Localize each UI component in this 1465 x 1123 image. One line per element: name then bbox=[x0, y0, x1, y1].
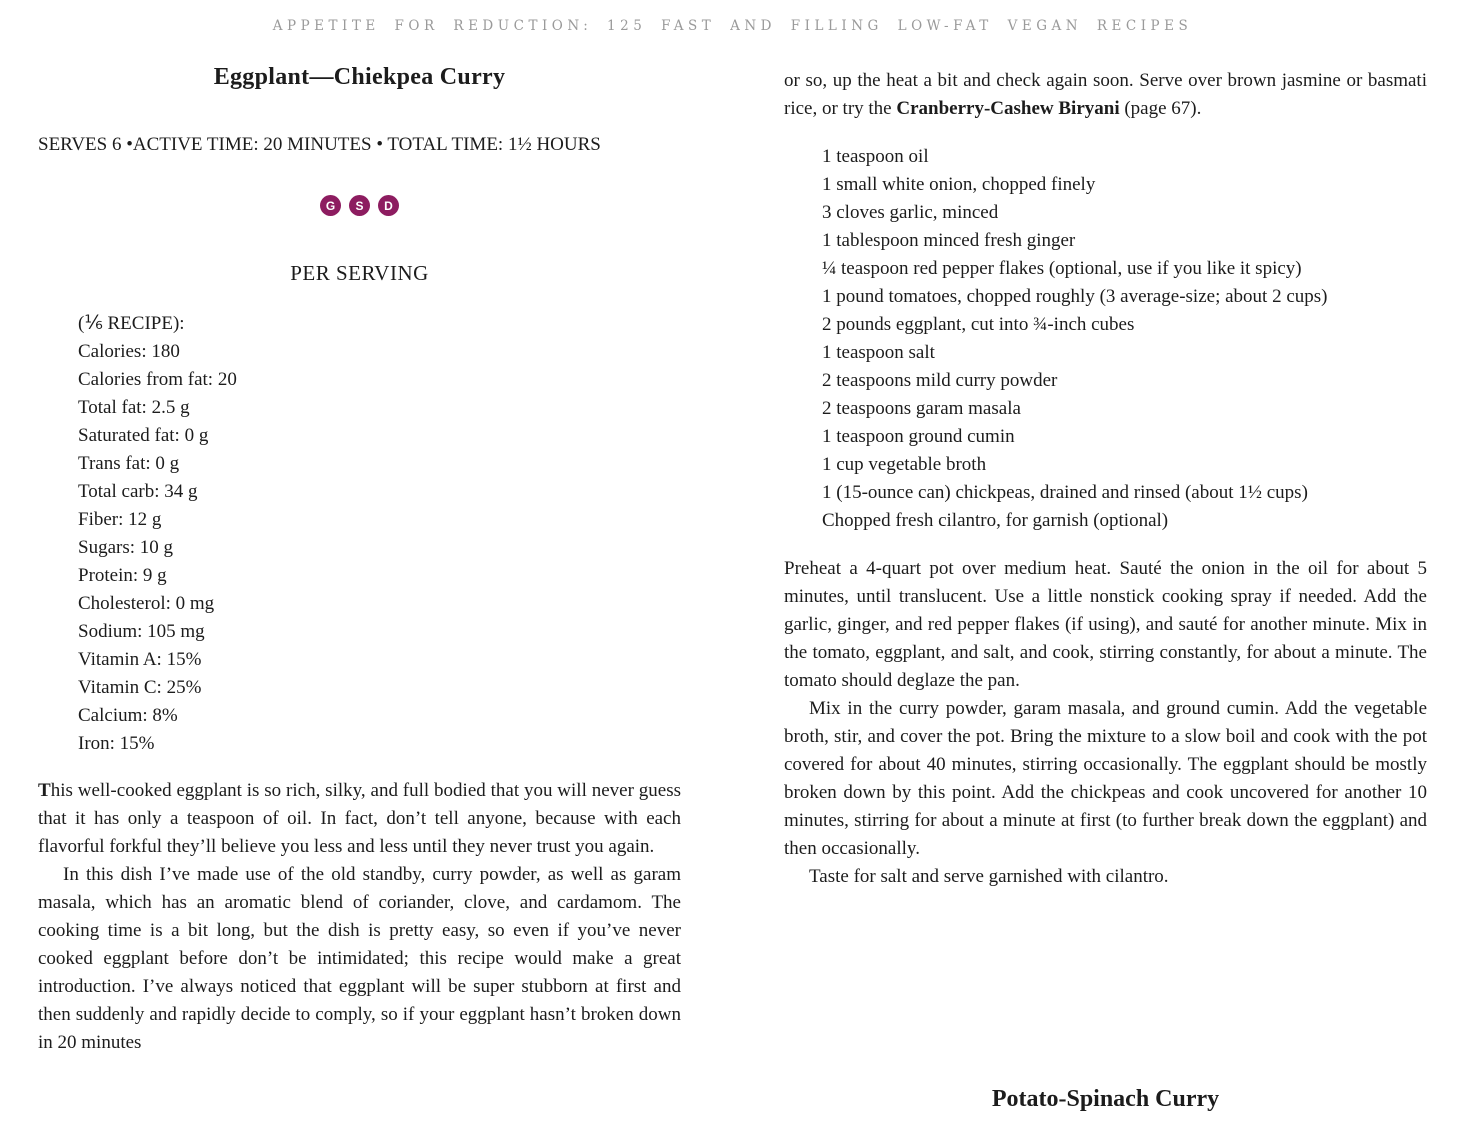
nutrition-fact: Sugars: 10 g bbox=[78, 537, 173, 558]
next-recipe-title: Potato-Spinach Curry bbox=[991, 1086, 1220, 1112]
ingredients-list bbox=[822, 143, 1427, 535]
nutrition-fact: Cholesterol: 0 mg bbox=[78, 593, 215, 614]
nutrition-facts-list bbox=[78, 338, 681, 758]
nutrition-fact: Trans fat: 0 g bbox=[78, 453, 180, 474]
right-column bbox=[784, 62, 1427, 1118]
recipe-cross-reference: Cranberry-Cashew Biryani bbox=[896, 98, 1120, 119]
ingredient: 3 cloves garlic, minced bbox=[822, 202, 999, 223]
diet-badge-icon bbox=[320, 195, 341, 216]
instruction-paragraph: Mix in the curry powder, garam masala, and ground cumin. Add the vegetable broth, stir, and cover the pot. Bring the mixture to a slow boil and cook with the pot covered for about 40 minutes, stirring occasionally. The eggplant should be mostly broken down by this point. Add the chickpeas and cook uncovered for another 10 minutes, stirring for about a minute at first (to further break down the eggplant) and then occasionally. bbox=[784, 698, 1427, 859]
recipe-meta-line: SERVES 6 •ACTIVE TIME: 20 MINUTES • TOTAL TIME: 1½ HOURS bbox=[38, 134, 601, 155]
instruction-paragraph: Taste for salt and serve garnished with cilantro. bbox=[809, 866, 1169, 887]
nutrition-fact: Fiber: 12 g bbox=[78, 509, 162, 530]
ingredient: 2 teaspoons mild curry powder bbox=[822, 370, 1058, 391]
ingredient: ¼ teaspoon red pepper flakes (optional, use if you like it spicy) bbox=[822, 258, 1302, 279]
nutrition-fact: Vitamin A: 15% bbox=[78, 649, 202, 670]
diet-badges bbox=[38, 195, 681, 216]
continuation-text-post: (page 67). bbox=[1119, 98, 1202, 119]
nutrition-fact: Calories: 180 bbox=[78, 341, 180, 362]
nutrition-facts bbox=[78, 310, 681, 758]
left-column bbox=[38, 62, 681, 1118]
diet-badge-icon bbox=[378, 195, 399, 216]
ingredient: 1 teaspoon salt bbox=[822, 342, 935, 363]
continuation-text-pre: or so, up the heat a bit and check again soon. Serve over brown jasmine or basmati rice, or try the bbox=[784, 70, 1427, 119]
continuation-paragraph bbox=[784, 67, 1427, 123]
ingredient: 1 tablespoon minced fresh ginger bbox=[822, 230, 1076, 251]
diet-badge-letter: S bbox=[355, 198, 364, 213]
nutrition-fact: Calories from fat: 20 bbox=[78, 369, 237, 390]
ingredient: 1 pound tomatoes, chopped roughly (3 average-size; about 2 cups) bbox=[822, 286, 1328, 307]
nutrition-fact: Sodium: 105 mg bbox=[78, 621, 205, 642]
nutrition-fact: Total fat: 2.5 g bbox=[78, 397, 190, 418]
ingredient: 2 teaspoons garam masala bbox=[822, 398, 1021, 419]
diet-badge-icon bbox=[349, 195, 370, 216]
nutrition-fact: Saturated fat: 0 g bbox=[78, 425, 209, 446]
recipe-title: Eggplant—Chiekpea Curry bbox=[213, 64, 506, 90]
running-header: APPETITE FOR REDUCTION: 125 FAST AND FILLING LOW-FAT VEGAN RECIPES bbox=[272, 18, 1193, 34]
instruction-paragraph: Preheat a 4-quart pot over medium heat. Sauté the onion in the oil for about 5 minutes, until translucent. Use a little nonstick cooking spray if needed. Add the garlic, ginger, and red pepper flakes (if using), and sauté for another minute. Mix in the tomato, eggplant, and salt, and cook, stirring constantly, for about a minute. The tomato should deglaze the pan. bbox=[784, 558, 1427, 691]
nutrition-fact: Iron: 15% bbox=[78, 733, 155, 754]
intro-paragraph-2: In this dish I’ve made use of the old standby, curry powder, as well as garam masala, which has an aromatic blend of coriander, clove, and cardamom. The cooking time is a bit long, but the dish is pretty easy, so even if you’ve never cooked eggplant before don’t be intimidated; this recipe would make a great introduction. I’ve always noticed that eggplant will be super stubborn at first and then suddenly and rapidly decide to comply, so if your eggplant hasn’t broken down in 20 minutes bbox=[38, 864, 681, 1053]
diet-badge-letter: D bbox=[384, 198, 393, 213]
intro-lead-letter: T bbox=[38, 780, 51, 801]
ingredient: 2 pounds eggplant, cut into ¾-inch cubes bbox=[822, 314, 1135, 335]
intro-paragraph-1 bbox=[38, 777, 681, 861]
ingredient: 1 small white onion, chopped finely bbox=[822, 174, 1096, 195]
ingredient: Chopped fresh cilantro, for garnish (optional) bbox=[822, 510, 1169, 531]
ingredient: 1 teaspoon oil bbox=[822, 146, 929, 167]
diet-badge-letter: G bbox=[325, 198, 336, 213]
per-serving-portion-note: (⅙ RECIPE): bbox=[78, 313, 185, 334]
instruction-paragraphs bbox=[784, 555, 1427, 891]
nutrition-fact: Total carb: 34 g bbox=[78, 481, 198, 502]
nutrition-fact: Calcium: 8% bbox=[78, 705, 178, 726]
per-serving-heading: PER SERVING bbox=[290, 261, 429, 285]
ingredient: 1 cup vegetable broth bbox=[822, 454, 987, 475]
nutrition-fact: Protein: 9 g bbox=[78, 565, 167, 586]
ingredient: 1 (15-ounce can) chickpeas, drained and rinsed (about 1½ cups) bbox=[822, 482, 1308, 503]
intro-paragraph-1-text: his well-cooked eggplant is so rich, silky, and full bodied that you will never guess that it has only a teaspoon of oil. In fact, don’t tell anyone, because with each flavorful forkful they’ll believe you less and less until they never trust you again. bbox=[38, 780, 681, 857]
two-column-layout bbox=[0, 62, 1465, 1118]
nutrition-fact: Vitamin C: 25% bbox=[78, 677, 202, 698]
ingredient: 1 teaspoon ground cumin bbox=[822, 426, 1015, 447]
